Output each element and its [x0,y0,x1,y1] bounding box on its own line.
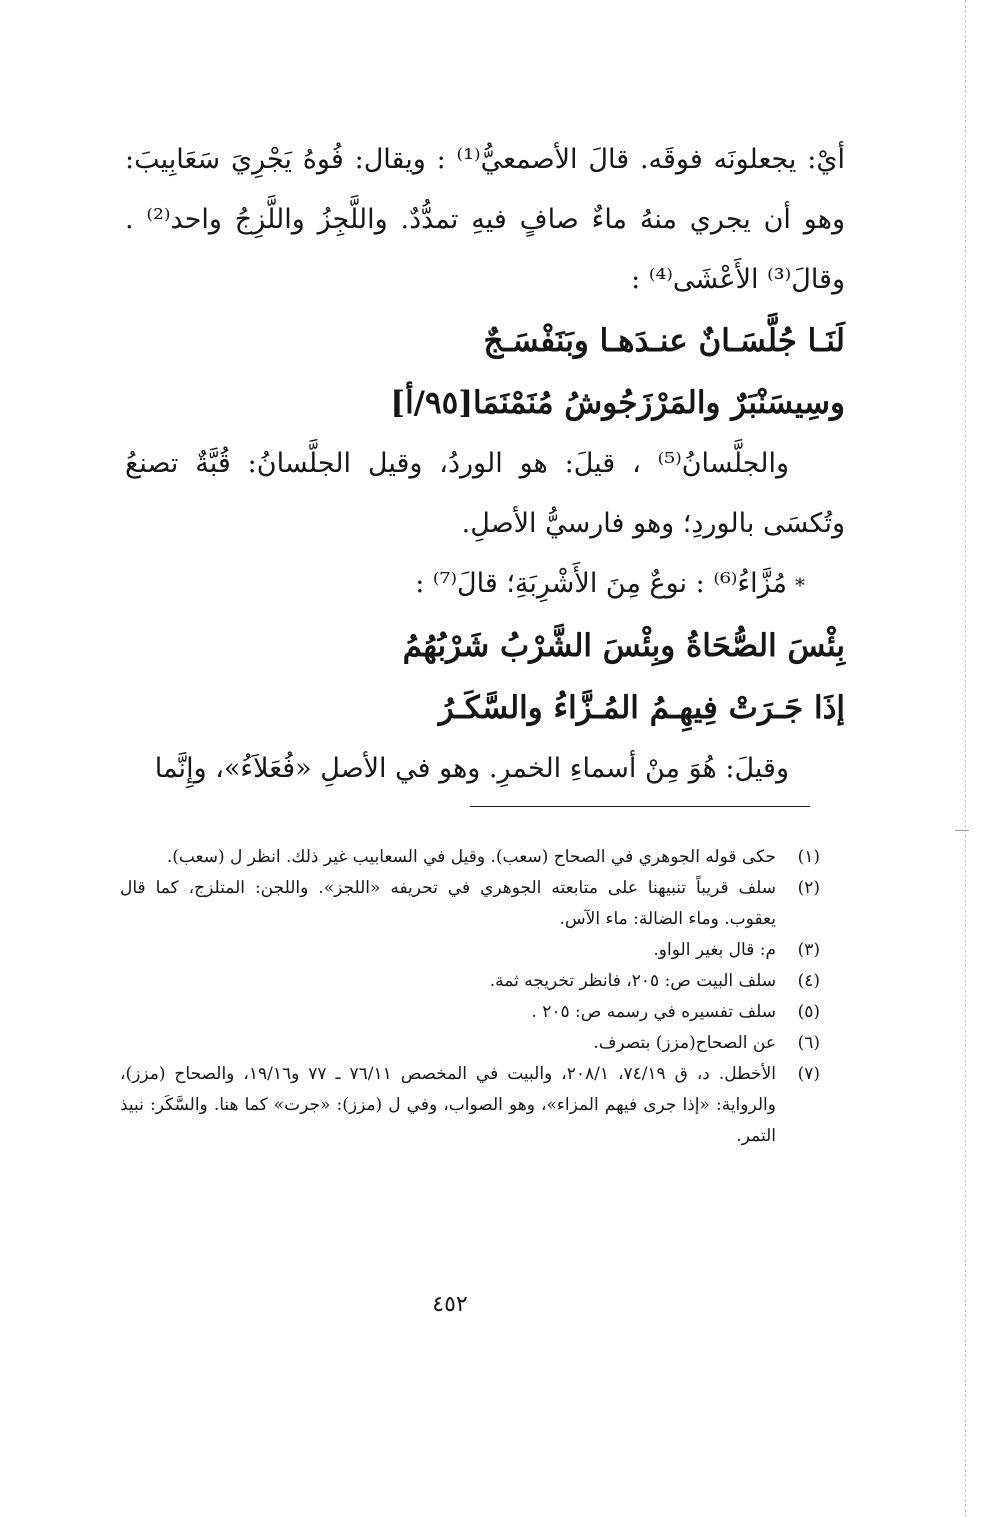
scan-edge-mark [955,830,969,831]
scan-edge-line [965,0,966,1517]
footnote-text: سلف قريباً تنبيهنا على متابعته الجوهري في تحريفه «اللجز». واللجن: المتلزج، كما قال يعقوب. وماء الضالة: ماء الآس. [120,878,776,929]
paragraph-2: والجلَّسانُ⁽⁵⁾ ، قيلَ: هو الوردُ، وقيل الجلَّسانُ: قُبَّةٌ تصنعُ وتُكسَى بالوردِ؛ وهو فارسيُّ الأصلِ. [125,448,845,539]
footnote-separator [470,806,810,807]
footnote-text: عن الصحاح(مزز) بتصرف. [593,1033,776,1053]
footnote-number: (٥) [797,1002,820,1022]
footnote-text: الأخطل. د، ق ٧٤/١٩، ٢٠٨/١، والبيت في المخصص ٧٦/١١ ـ ٧٧ و١٩/١٦، والصحاح (مزز)، والرواية: «إذا جرى فيهم المزاء»، وهو الصواب، وفي ل (مزز): «جرت» كما هنا. والسَّكَر: نبيذ التمر. [120,1064,776,1146]
verse-1-line-1: لَنَـا جُلَّسَـانٌ عنـدَهـا وبَنَفْسَـجٌ [483,323,845,359]
footnotes-block [120,842,820,1152]
footnote-6 [120,1028,820,1059]
page-number: ٤٥٢ [432,1292,468,1317]
footnote-5 [120,997,820,1028]
footnote-2 [120,873,820,935]
footnote-number: (٤) [797,971,820,991]
footnote-text: م: قال بغير الواو. [653,940,776,960]
main-text-block [125,130,845,799]
footnote-7 [120,1059,820,1152]
footnote-number: (٣) [797,940,820,960]
footnote-number: (٦) [797,1033,820,1053]
verse-2-line-1: بِئْسَ الصُّحَاةُ وبِئْسَ الشَّرْبُ شَرْبُهُمُ [402,628,845,664]
verse-1-line-2: وسِيسَنْبَرٌ والمَرْزَجُوشُ مُنَمْنَمَا[٩٥/أ] [390,385,845,421]
footnote-3 [120,935,820,966]
headword-text: مُزَّاءُ⁽⁶⁾ : نوعٌ مِنَ الأَشْرِبَةِ؛ قالَ⁽⁷⁾ : [415,568,787,599]
footnote-number: (١) [797,847,820,867]
footnote-number: (٧) [797,1064,820,1084]
paragraph-3: وقيلَ: هُوَ مِنْ أسماءِ الخمرِ. وهو في الأصلِ «فُعَلاَءُ»، وإِنَّما [154,753,789,784]
footnote-text: سلف البيت ص: ٢٠٥، فانظر تخريجه ثمة. [489,971,776,991]
footnote-4 [120,966,820,997]
entry-star-marker: * [795,573,805,597]
verse-2-line-2: إذَا جَـرَتْ فِيهِـمُ المُـزَّاءُ والسَّكَـرُ [438,690,845,726]
footnote-1 [120,842,820,873]
footnote-text: حكى قوله الجوهري في الصحاح (سعب). وقيل في السعابيب غير ذلك. انظر ل (سعب). [166,847,776,867]
paragraph-1: أيْ: يجعلونَه فوقَه. قالَ الأصمعيُّ⁽¹⁾ : ويقال: فُوهُ يَجْرِيَ سَعَابِيبَ: وهو أن يجري منهُ ماءٌ صافٍ فيهِ تمدُّدٌ. واللَّجِزُ واللَّزِجُ واحد⁽²⁾ . وقالَ⁽³⁾ الأَعْشَى⁽⁴⁾ : [125,144,845,295]
headword-entry [125,554,845,615]
footnote-number: (٢) [797,878,820,898]
footnote-text: سلف تفسيره في رسمه ص: ٢٠٥ . [531,1002,776,1022]
